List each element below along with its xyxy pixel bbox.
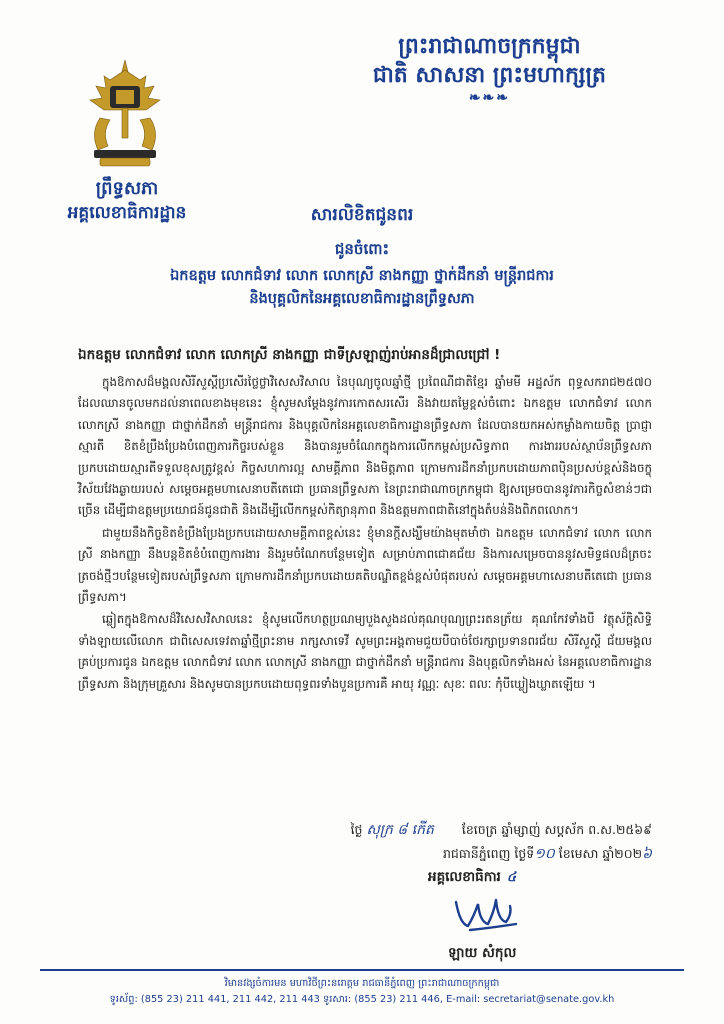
signer-title: អគ្គលេខាធិការ xyxy=(428,869,501,885)
footer-address: វិមានវង្សចំការមន មហាវិថីព្រះនរោត្តម រាជធានីភ្នំពេញ ព្រះរាជាណាចក្រកម្ពុជា xyxy=(224,978,500,989)
addressee-label: ជូនចំពោះ xyxy=(334,240,390,258)
handwritten-signature xyxy=(450,894,522,934)
lunar-date-label: ថ្ងៃ xyxy=(350,822,363,837)
senate-emblem-logo xyxy=(80,58,170,170)
addressee-line-1: ឯកឧត្តម លោកជំទាវ លោក លោកស្រី នាងកញ្ញា ថ្នាក់ដឹកនាំ មន្ត្រីរាជការ xyxy=(170,267,554,284)
footer xyxy=(0,976,724,1008)
institution-name: ព្រឹទ្ធសភា xyxy=(95,178,159,199)
document-type: សារលិខិតជូនពរ xyxy=(310,205,414,225)
place-date-row xyxy=(351,842,652,866)
letter-body xyxy=(78,372,652,696)
lunar-date-rest: ខែចេត្រ ឆ្នាំម្សាញ់ សប្តស័ក ព.ស.២៥៦៩ xyxy=(461,822,652,837)
lunar-date-row xyxy=(351,818,652,842)
kingdom-header xyxy=(373,32,606,106)
date-block xyxy=(351,818,652,866)
signer-title-mark: ៤ xyxy=(506,870,517,885)
signer-name: ឡាយ សំកុល xyxy=(448,945,517,961)
header-ornament: ❧❧❧ xyxy=(468,90,511,106)
national-motto: ជាតិ សាសនា ព្រះមហាក្សត្រ xyxy=(372,62,606,88)
body-paragraph-1: ក្នុងឱកាសដ៏មង្គលសិរីសួស្តីប្រសើរថ្លៃថ្លាវិសេសវិសាល នៃបុណ្យចូលឆ្នាំថ្មី ប្រពៃណីជាតិខ្មែរ ឆ្នាំមមី អដ្ឋស័ក ពុទ្ធសករាជ២៥៧០ ដែលឈានចូលមកដល់នាពេលខាងមុខនេះ ខ្ញុំសូមសម្តែងនូវការកោតសរសើរ និងវាយតម្លៃខ្ពស់ចំពោះ ឯកឧត្តម លោកជំទាវ លោក លោកស្រី នាងកញ្ញា ជាថ្នាក់ដឹកនាំ មន្ត្រីរាជការ និងបុគ្គលិកនៃអគ្គលេខាធិការដ្ឋានព្រឹទ្ធសភា ដែលបានយកអស់កម្លាំងកាយចិត្ត ប្រាជ្ញាស្មារតី ខិតខំប្រឹងប្រែងបំពេញភារកិច្ចរបស់ខ្លួន និងបានរួមចំណែកក្នុងការលើកកម្ពស់ប្រសិទ្ធភាព ការងាររបស់ស្ថាប័នព្រឹទ្ធសភា ប្រកបដោយស្មារតីទទួលខុសត្រូវខ្ពស់ កិច្ចសហការល្អ សាមគ្គីភាព និងមិត្តភាព ក្រោមការដឹកនាំប្រកបដោយភាពប៉ិនប្រសប់ខ្ពស់និងចក្ខុវិស័យវែងឆ្ងាយរបស់ សម្តេចអគ្គមហាសេនាបតីតេជោ ប្រធានព្រឹទ្ធសភា នៃព្រះរាជាណាចក្រកម្ពុជា ឱ្យសម្រេចបាននូវភារកិច្ចសំខាន់ៗជាច្រើន ដើម្បីជាឧត្តមប្រយោជន៍ជូនជាតិ និងដើម្បីលើកកម្ពស់កិត្យានុភាព និងឧត្តមភាពជាតិនៅក្នុងតំបន់និងពិភពលោក។ xyxy=(78,375,652,518)
footer-contact: ទូរស័ព្ទ: (855 23) 211 441, 211 442, 211 443 ទូរសារ: (855 23) 211 446, E-mail: secretariat@senate.gov.kh xyxy=(109,994,615,1005)
addressee-block xyxy=(0,264,724,310)
salutation: ឯកឧត្តម លោកជំទាវ លោក លោកស្រី នាងកញ្ញា ជាទីស្រឡាញ់រាប់អានដ៏ជ្រាលជ្រៅ ! xyxy=(78,347,501,363)
body-paragraph-2: ជាមួយនឹងកិច្ចខិតខំប្រឹងប្រែងប្រកបដោយសាមគ្គីភាពខ្ពស់នេះ ខ្ញុំមានក្តីសង្ឃឹមយ៉ាងមុតមាំថា ឯកឧត្តម លោកជំទាវ លោក លោកស្រី នាងកញ្ញា នឹងបន្តខិតខំបំពេញការងារ និងរួមចំណែកបន្ថែមទៀត សម្រាប់ភាពជោគជ័យ និងការសម្រេចបាននូវសមិទ្ធផលដ៏ត្រចះត្រចង់ថ្មីៗបន្ថែមទៀតរបស់ព្រឹទ្ធសភា ក្រោមការដឹកនាំប្រកបដោយគតិបណ្ឌិតខ្ពង់ខ្ពស់បំផុតរបស់ សម្តេចអគ្គមហាសេនាបតីតេជោ ប្រធានព្រឹទ្ធសភា។ xyxy=(78,525,652,605)
addressee-line-2: និងបុគ្គលិកនៃអគ្គលេខាធិការដ្ឋានព្រឹទ្ធសភា xyxy=(249,290,475,307)
body-paragraph-3: ឆ្លៀតក្នុងឱកាសដ៏វិសេសវិសាលនេះ ខ្ញុំសូមលើកហត្ថប្រណម្យបួងសួងដល់គុណបុណ្យព្រះរតនត្រ័យ គុណកែវទាំងបី វត្ថុស័ក្តិសិទ្ធិទាំងឡាយលើលោក ជាពិសេសទេវតាឆ្នាំថ្មីព្រះនាម រាក្សសាទេវី សូមព្រះអង្គតាមជួយបីបាច់ថែរក្សាប្រទានពរជ័យ សិរីសួស្តី ជ័យមង្គលគ្រប់ប្រការជូន ឯកឧត្តម លោកជំទាវ លោក លោកស្រី នាងកញ្ញា ជាថ្នាក់ដឹកនាំ មន្ត្រីរាជការ និងបុគ្គលិកទាំងអស់ នៃអគ្គលេខាធិការដ្ឋានព្រឹទ្ធសភា និងក្រុមគ្រួសារ និងសូមបានប្រកបដោយពុទ្ធពរទាំងបួនប្រការគឺ អាយុ វណ្ណៈ សុខៈ ពលៈ កុំបីឃ្លៀងឃ្លាតឡើយ ។ xyxy=(78,612,652,691)
footer-divider xyxy=(40,969,684,971)
place-date-label: រាជធានីភ្នំពេញ ថ្ងៃទី xyxy=(442,846,535,861)
signer-title-block xyxy=(428,868,516,888)
kingdom-title: ព្រះរាជាណាចក្រកម្ពុជា xyxy=(398,33,581,59)
place-day-handwritten: ១០ xyxy=(534,846,555,862)
department-name: អគ្គលេខាធិការដ្ឋាន xyxy=(67,203,187,223)
place-date-rest: ខែមេសា ឆ្នាំ២០២ xyxy=(558,846,643,861)
lunar-date-handwritten: សុក្រ ៨ កើត xyxy=(366,822,434,838)
place-year-handwritten: ៦ xyxy=(642,846,652,862)
lunar-date xyxy=(351,818,434,842)
